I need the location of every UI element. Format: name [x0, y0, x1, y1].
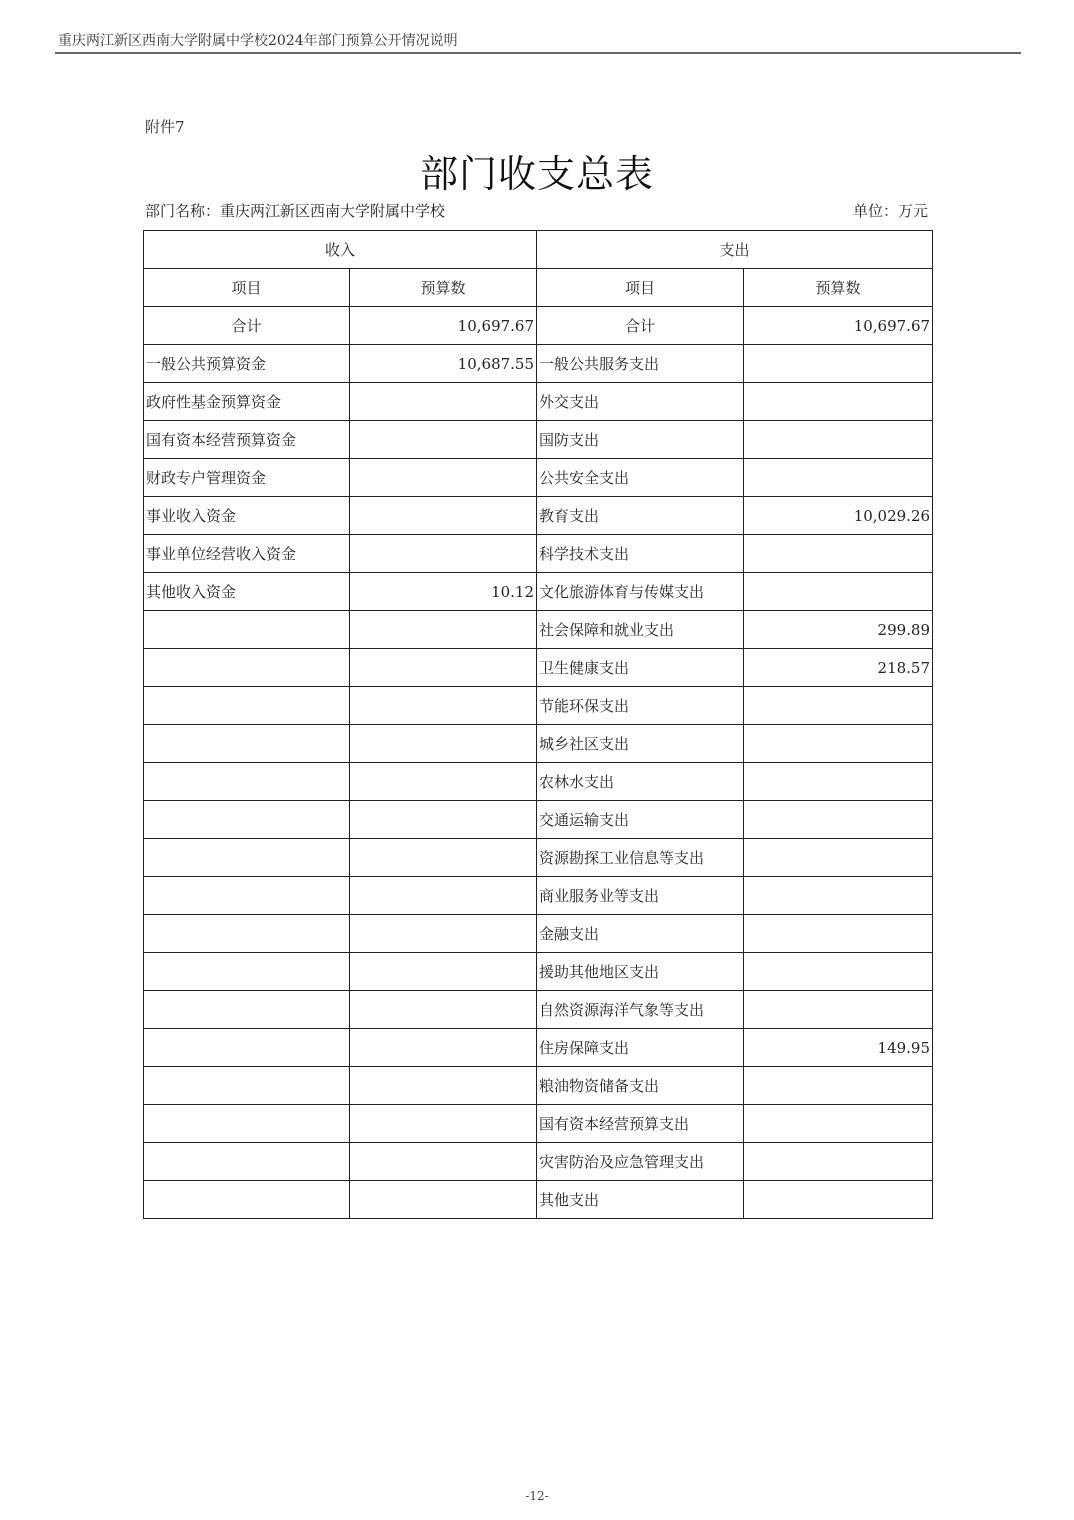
income-amount-cell [350, 1067, 537, 1105]
expense-item-cell: 资源勘探工业信息等支出 [537, 839, 744, 877]
income-amount-cell [350, 1105, 537, 1143]
expense-item-cell: 社会保障和就业支出 [537, 611, 744, 649]
table-row [144, 421, 933, 459]
income-amount-column-header: 预算数 [350, 269, 537, 307]
table-row [144, 1105, 933, 1143]
income-amount-cell [350, 953, 537, 991]
income-header: 收入 [144, 231, 537, 269]
income-amount-cell [350, 1029, 537, 1067]
expense-amount-cell [744, 1181, 933, 1219]
income-amount-cell [350, 535, 537, 573]
expense-item-cell: 城乡社区支出 [537, 725, 744, 763]
table-row [144, 763, 933, 801]
table-row [144, 535, 933, 573]
income-amount-cell [350, 877, 537, 915]
income-amount-cell [350, 459, 537, 497]
expense-amount-cell [744, 345, 933, 383]
income-total-value: 10,697.67 [350, 307, 537, 345]
income-amount-cell: 10.12 [350, 573, 537, 611]
department-label: 部门名称：重庆两江新区西南大学附属中学校 [145, 202, 446, 220]
expense-item-cell: 粮油物资储备支出 [537, 1067, 744, 1105]
income-amount-cell [350, 763, 537, 801]
expense-item-cell: 国有资本经营预算支出 [537, 1105, 744, 1143]
income-item-cell: 一般公共预算资金 [144, 345, 350, 383]
expense-amount-cell [744, 421, 933, 459]
income-item-cell [144, 687, 350, 725]
expense-header: 支出 [537, 231, 933, 269]
expense-item-cell: 科学技术支出 [537, 535, 744, 573]
column-header-row [144, 269, 933, 307]
table-row [144, 725, 933, 763]
income-amount-cell [350, 649, 537, 687]
table-row [144, 383, 933, 421]
income-item-cell: 财政专户管理资金 [144, 459, 350, 497]
expense-amount-cell: 218.57 [744, 649, 933, 687]
expense-amount-cell: 10,029.26 [744, 497, 933, 535]
expense-amount-cell [744, 801, 933, 839]
income-amount-cell [350, 725, 537, 763]
income-item-cell [144, 649, 350, 687]
expense-amount-cell [744, 1105, 933, 1143]
expense-item-cell: 住房保障支出 [537, 1029, 744, 1067]
expense-amount-cell [744, 573, 933, 611]
expense-item-cell: 其他支出 [537, 1181, 744, 1219]
table-row [144, 1143, 933, 1181]
budget-table [143, 230, 933, 1219]
income-item-cell [144, 839, 350, 877]
income-item-cell [144, 915, 350, 953]
table-row [144, 801, 933, 839]
table-row [144, 497, 933, 535]
page-title: 部门收支总表 [419, 152, 654, 196]
income-item-column-header: 项目 [144, 269, 350, 307]
table-row [144, 991, 933, 1029]
table-row [144, 345, 933, 383]
income-item-cell: 国有资本经营预算资金 [144, 421, 350, 459]
expense-amount-cell [744, 991, 933, 1029]
income-amount-cell [350, 991, 537, 1029]
income-amount-cell [350, 383, 537, 421]
income-amount-cell [350, 687, 537, 725]
income-amount-cell [350, 839, 537, 877]
income-item-cell [144, 991, 350, 1029]
running-header: 重庆两江新区西南大学附属中学校2024年部门预算公开情况说明 [58, 33, 458, 49]
income-amount-cell [350, 1181, 537, 1219]
header-rule [55, 52, 1021, 54]
expense-amount-cell [744, 915, 933, 953]
table-row [144, 953, 933, 991]
budget-table-body [144, 231, 933, 1219]
income-item-cell [144, 725, 350, 763]
income-item-cell: 其他收入资金 [144, 573, 350, 611]
expense-item-cell: 教育支出 [537, 497, 744, 535]
income-item-cell [144, 611, 350, 649]
table-row [144, 611, 933, 649]
income-item-cell [144, 953, 350, 991]
income-amount-cell [350, 421, 537, 459]
income-amount-cell [350, 801, 537, 839]
expense-item-cell: 交通运输支出 [537, 801, 744, 839]
income-amount-cell [350, 1143, 537, 1181]
income-item-cell [144, 1105, 350, 1143]
expense-item-cell: 援助其他地区支出 [537, 953, 744, 991]
expense-amount-cell [744, 1143, 933, 1181]
income-amount-cell [350, 497, 537, 535]
expense-item-cell: 农林水支出 [537, 763, 744, 801]
income-item-cell: 事业单位经营收入资金 [144, 535, 350, 573]
expense-item-cell: 外交支出 [537, 383, 744, 421]
expense-amount-cell [744, 953, 933, 991]
expense-amount-cell: 299.89 [744, 611, 933, 649]
expense-item-cell: 金融支出 [537, 915, 744, 953]
expense-item-column-header: 项目 [537, 269, 744, 307]
expense-item-cell: 自然资源海洋气象等支出 [537, 991, 744, 1029]
income-amount-cell: 10,687.55 [350, 345, 537, 383]
income-item-cell [144, 1181, 350, 1219]
expense-item-cell: 文化旅游体育与传媒支出 [537, 573, 744, 611]
table-row [144, 1029, 933, 1067]
expense-amount-cell [744, 877, 933, 915]
expense-item-cell: 商业服务业等支出 [537, 877, 744, 915]
expense-amount-cell [744, 535, 933, 573]
expense-item-cell: 灾害防治及应急管理支出 [537, 1143, 744, 1181]
table-row [144, 573, 933, 611]
expense-total-label: 合计 [537, 307, 744, 345]
page-number: -12- [525, 1489, 549, 1503]
income-item-cell: 政府性基金预算资金 [144, 383, 350, 421]
income-item-cell [144, 1067, 350, 1105]
expense-amount-cell [744, 687, 933, 725]
income-item-cell [144, 1029, 350, 1067]
table-row [144, 877, 933, 915]
expense-total-value: 10,697.67 [744, 307, 933, 345]
table-row [144, 459, 933, 497]
table-row [144, 1067, 933, 1105]
income-item-cell [144, 763, 350, 801]
expense-amount-cell [744, 725, 933, 763]
income-item-cell [144, 801, 350, 839]
income-amount-cell [350, 915, 537, 953]
expense-amount-cell: 149.95 [744, 1029, 933, 1067]
expense-item-cell: 节能环保支出 [537, 687, 744, 725]
income-item-cell [144, 877, 350, 915]
expense-amount-cell [744, 459, 933, 497]
unit-label: 单位：万元 [852, 202, 928, 220]
expense-amount-cell [744, 1067, 933, 1105]
total-row [144, 307, 933, 345]
expense-amount-column-header: 预算数 [744, 269, 933, 307]
income-item-cell [144, 1143, 350, 1181]
section-header-row [144, 231, 933, 269]
income-amount-cell [350, 611, 537, 649]
expense-item-cell: 国防支出 [537, 421, 744, 459]
income-total-label: 合计 [144, 307, 350, 345]
table-row [144, 1181, 933, 1219]
expense-amount-cell [744, 763, 933, 801]
expense-item-cell: 卫生健康支出 [537, 649, 744, 687]
expense-item-cell: 公共安全支出 [537, 459, 744, 497]
table-row [144, 687, 933, 725]
table-row [144, 649, 933, 687]
income-item-cell: 事业收入资金 [144, 497, 350, 535]
expense-amount-cell [744, 839, 933, 877]
expense-item-cell: 一般公共服务支出 [537, 345, 744, 383]
table-row [144, 915, 933, 953]
expense-amount-cell [744, 383, 933, 421]
table-row [144, 839, 933, 877]
attachment-label: 附件7 [145, 118, 185, 136]
